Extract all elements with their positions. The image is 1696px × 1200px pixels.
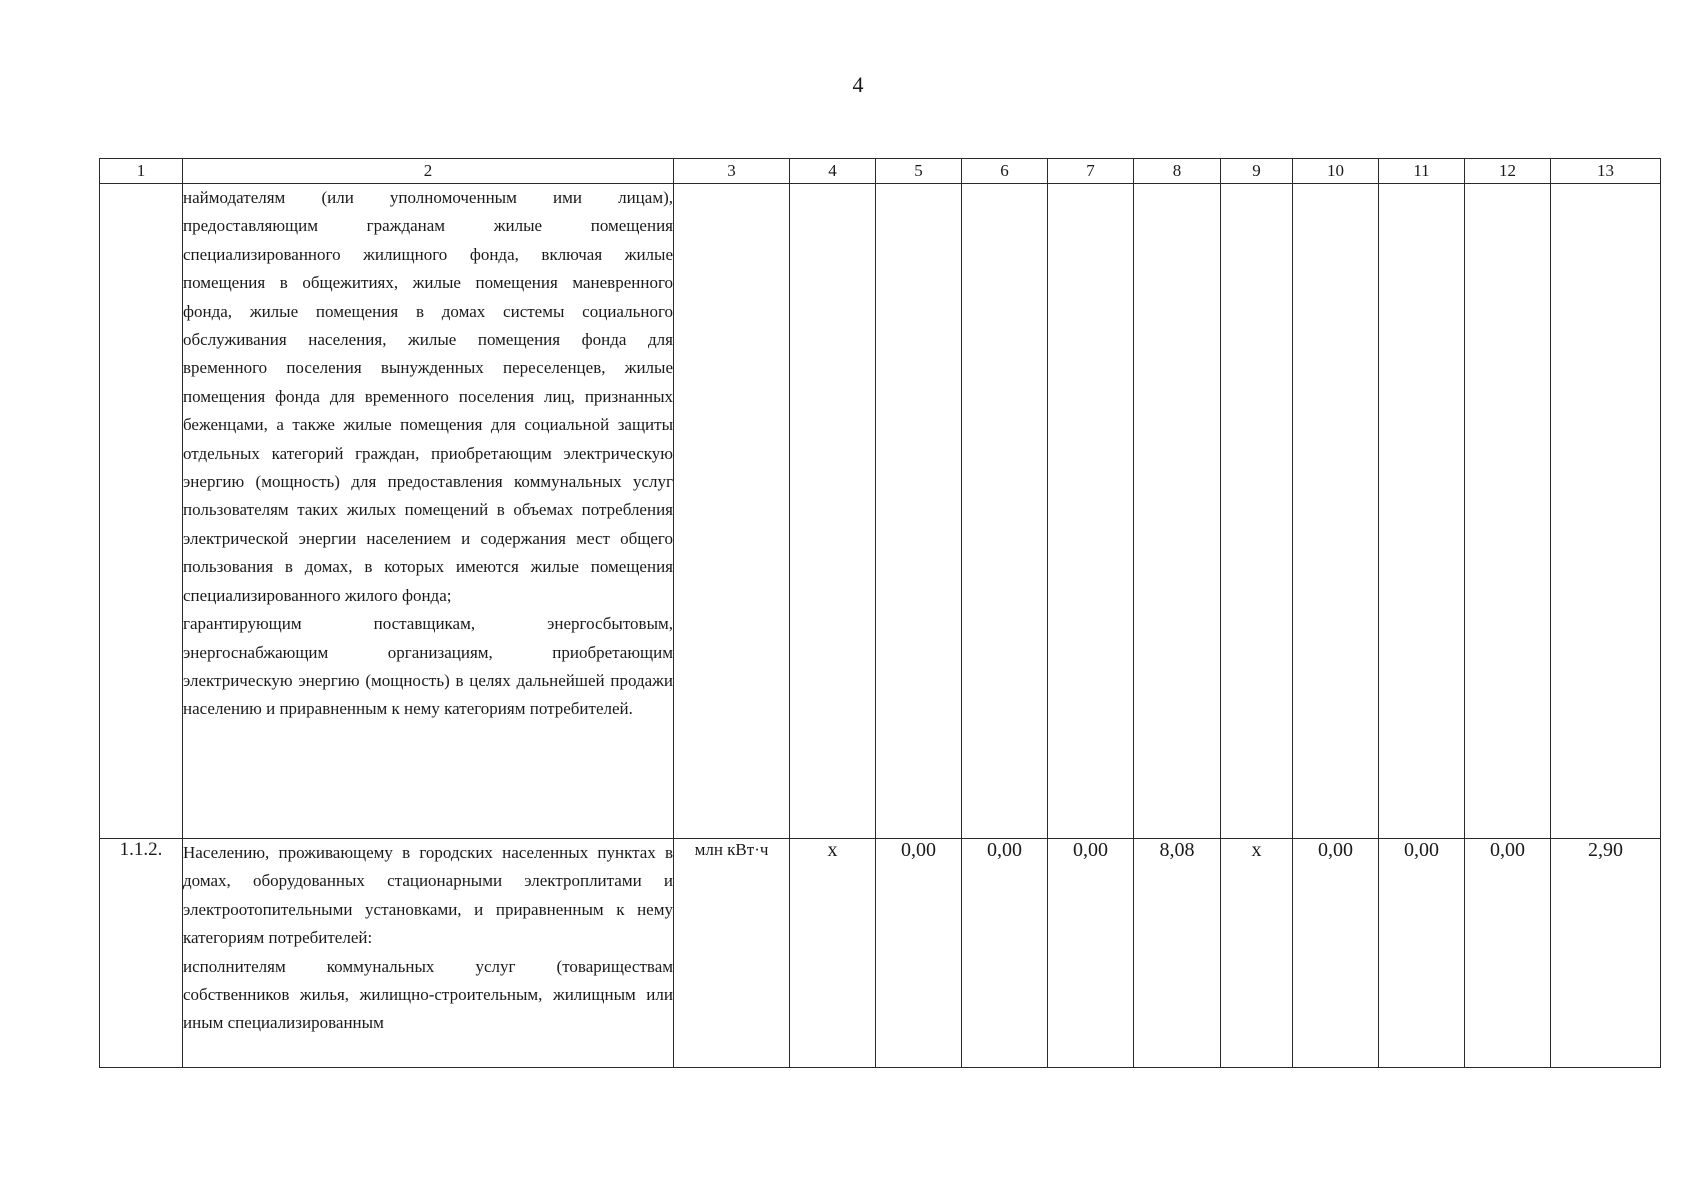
column-header: 12 bbox=[1465, 159, 1551, 184]
table-row bbox=[100, 184, 1661, 839]
data-table bbox=[99, 158, 1661, 1068]
column-header: 8 bbox=[1134, 159, 1221, 184]
value-cell bbox=[1221, 184, 1293, 839]
description-paragraph: исполнителям коммунальных услуг (товариществам собственников жилья, жилищно-строительным, жилищным или иным специализированным bbox=[183, 956, 673, 1033]
description-cell bbox=[183, 839, 674, 1068]
value-cell: 2,90 bbox=[1551, 839, 1661, 1068]
value-cell bbox=[790, 184, 876, 839]
table-row bbox=[100, 839, 1661, 1068]
column-header: 10 bbox=[1293, 159, 1379, 184]
column-header: 7 bbox=[1048, 159, 1134, 184]
description-cell bbox=[183, 184, 674, 839]
value-cell bbox=[962, 184, 1048, 839]
value-cell: х bbox=[1221, 839, 1293, 1068]
row-number-cell: 1.1.2. bbox=[100, 839, 183, 1068]
unit-cell bbox=[674, 184, 790, 839]
value-cell: 0,00 bbox=[1293, 839, 1379, 1068]
column-header: 4 bbox=[790, 159, 876, 184]
value-cell: х bbox=[790, 839, 876, 1068]
description-paragraph: наймодателям (или уполномоченным ими лицам), предоставляющим гражданам жилые помещения специализированного жилищного фонда, включая жилые помещения в общежитиях, жилые помещения маневренного фонда, жилые помещения в домах системы социального обслуживания населения, жилые помещения фонда для временного поселения вынужденных переселенцев, жилые помещения фонда для временного поселения лиц, признанных беженцами, а также жилые помещения для социальной защиты отдельных категорий граждан, приобретающим электрическую энергию (мощность) для предоставления коммунальных услуг пользователям таких жилых помещений в объемах потребления электрической энергии населением и содержания мест общего пользования в домах, в которых имеются жилые помещения специализированного жилого фонда; bbox=[183, 188, 673, 605]
value-cell bbox=[1293, 184, 1379, 839]
value-cell bbox=[876, 184, 962, 839]
value-cell bbox=[1048, 184, 1134, 839]
column-header: 5 bbox=[876, 159, 962, 184]
value-cell bbox=[1379, 184, 1465, 839]
value-cell: 0,00 bbox=[1379, 839, 1465, 1068]
unit-cell: млн кВт·ч bbox=[674, 839, 790, 1068]
value-cell: 0,00 bbox=[962, 839, 1048, 1068]
column-header: 11 bbox=[1379, 159, 1465, 184]
column-header: 3 bbox=[674, 159, 790, 184]
row-number-cell bbox=[100, 184, 183, 839]
column-header: 9 bbox=[1221, 159, 1293, 184]
description-paragraph: Населению, проживающему в городских населенных пунктах в домах, оборудованных стационарными электроплитами и электроотопительными установками, и приравненным к нему категориям потребителей: bbox=[183, 843, 673, 948]
description-paragraph: гарантирующим поставщикам, энергосбытовым, энергоснабжающим организациям, приобретающим электрическую энергию (мощность) в целях дальнейшей продажи населению и приравненным к нему категориям потребителей. bbox=[183, 614, 673, 719]
value-cell bbox=[1551, 184, 1661, 839]
column-header: 13 bbox=[1551, 159, 1661, 184]
column-header: 1 bbox=[100, 159, 183, 184]
header-row bbox=[100, 159, 1661, 184]
value-cell: 0,00 bbox=[1048, 839, 1134, 1068]
value-cell bbox=[1134, 184, 1221, 839]
value-cell: 0,00 bbox=[1465, 839, 1551, 1068]
value-cell: 0,00 bbox=[876, 839, 962, 1068]
value-cell bbox=[1465, 184, 1551, 839]
page-number: 4 bbox=[852, 72, 864, 97]
value-cell: 8,08 bbox=[1134, 839, 1221, 1068]
column-header: 2 bbox=[183, 159, 674, 184]
column-header: 6 bbox=[962, 159, 1048, 184]
